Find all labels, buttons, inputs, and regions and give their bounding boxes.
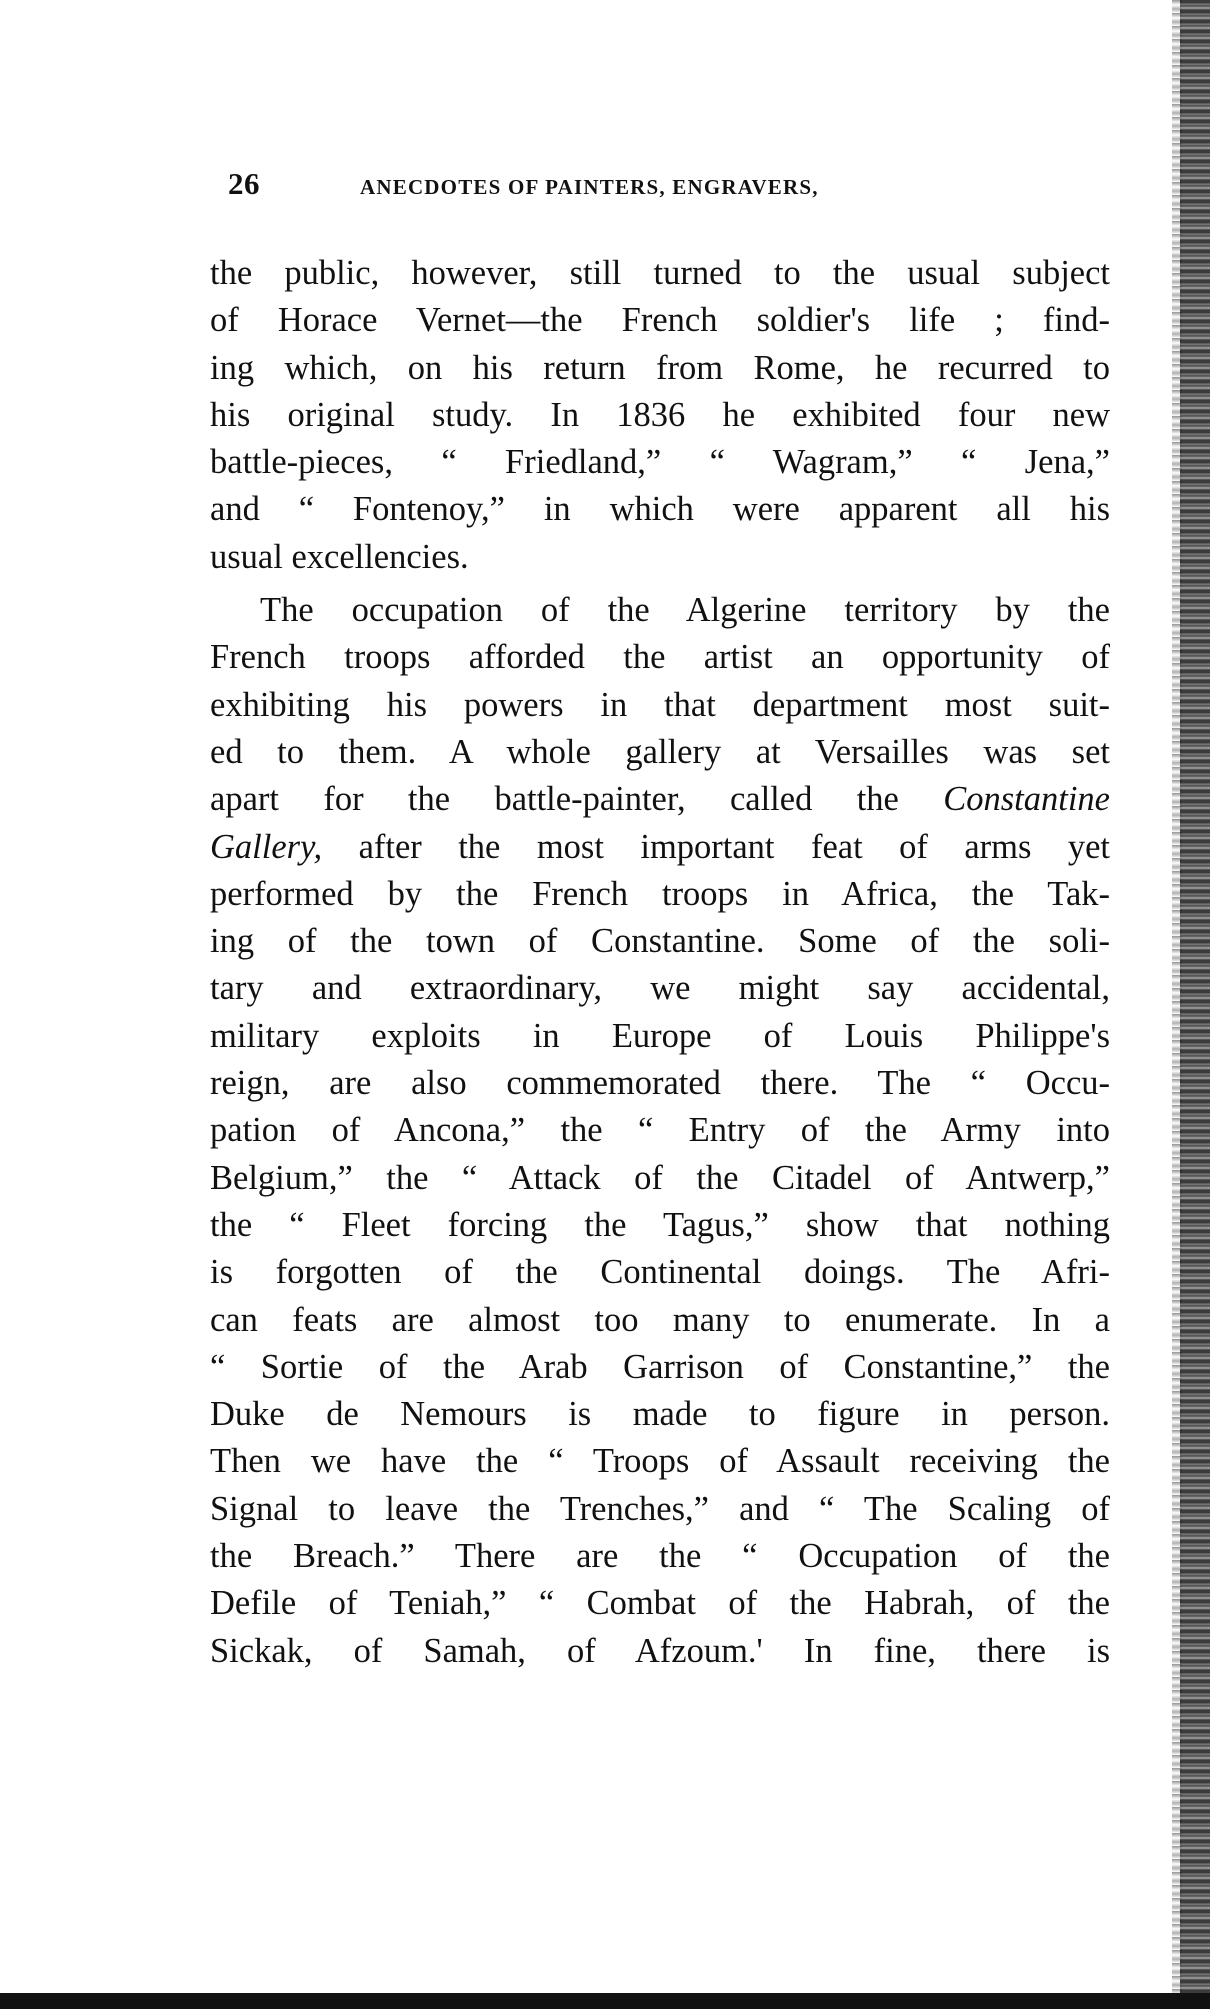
text-line: French troops afforded the artist an opportunity of bbox=[210, 638, 1110, 677]
text-line: the “ Fleet forcing the Tagus,” show that nothing bbox=[210, 1205, 1110, 1244]
italic-text: Gallery, bbox=[210, 827, 323, 866]
text-line: tary and extraordinary, we might say accidental, bbox=[210, 969, 1110, 1008]
scan-page-edge bbox=[1180, 0, 1210, 2009]
scan-bottom-edge bbox=[0, 1993, 1210, 2009]
text-line: of Horace Vernet—the French soldier's life ; find- bbox=[210, 301, 1110, 340]
text-segment: apart for the battle-painter, called the bbox=[210, 780, 944, 819]
text-line: reign, are also commemorated there. The “ Occu- bbox=[210, 1064, 1110, 1103]
page-number: 26 bbox=[228, 166, 260, 201]
text-line: and “ Fontenoy,” in which were apparent all his bbox=[210, 490, 1110, 529]
text-line: pation of Ancona,” the “ Entry of the Army into bbox=[210, 1111, 1110, 1150]
text-line: military exploits in Europe of Louis Philippe's bbox=[210, 1016, 1110, 1055]
text-line: his original study. In 1836 he exhibited four new bbox=[210, 395, 1110, 434]
text-line: Sickak, of Samah, of Afzoum.' In fine, there is bbox=[210, 1631, 1110, 1670]
text-line-with-italic bbox=[210, 824, 1110, 871]
text-line: usual excellencies. bbox=[210, 537, 469, 576]
text-line: The occupation of the Algerine territory by the bbox=[260, 591, 1110, 630]
italic-text: Constantine bbox=[943, 780, 1110, 819]
body-text bbox=[210, 250, 1110, 1675]
text-line-with-italic bbox=[210, 776, 1110, 823]
running-title: ANECDOTES OF PAINTERS, ENGRAVERS, bbox=[360, 175, 819, 199]
text-line: can feats are almost too many to enumerate. In a bbox=[210, 1300, 1110, 1339]
text-line: ing which, on his return from Rome, he recurred to bbox=[210, 348, 1110, 387]
text-line: the public, however, still turned to the usual subject bbox=[210, 254, 1110, 292]
text-segment: after the most important feat of arms yet bbox=[322, 827, 1110, 866]
text-line: ing of the town of Constantine. Some of the soli- bbox=[210, 922, 1110, 961]
text-line: Then we have the “ Troops of Assault receiving the bbox=[210, 1442, 1110, 1481]
text-line: ed to them. A whole gallery at Versailles was set bbox=[210, 732, 1110, 771]
text-line: exhibiting his powers in that department most suit- bbox=[210, 685, 1110, 724]
text-line: Belgium,” the “ Attack of the Citadel of Antwerp,” bbox=[210, 1158, 1110, 1197]
text-line: performed by the French troops in Africa, the Tak- bbox=[210, 874, 1110, 913]
text-line: “ Sortie of the Arab Garrison of Constantine,” the bbox=[210, 1347, 1110, 1386]
text-line: the Breach.” There are the “ Occupation of the bbox=[210, 1537, 1110, 1576]
text-line: Duke de Nemours is made to figure in person. bbox=[210, 1395, 1110, 1434]
running-head bbox=[228, 166, 988, 210]
text-line: Signal to leave the Trenches,” and “ The Scaling of bbox=[210, 1489, 1110, 1528]
text-line: battle-pieces, “ Friedland,” “ Wagram,” “ Jena,” bbox=[210, 443, 1110, 482]
text-line: Defile of Teniah,” “ Combat of the Habrah, of the bbox=[210, 1584, 1110, 1623]
text-line: is forgotten of the Continental doings. The Afri- bbox=[210, 1253, 1110, 1292]
